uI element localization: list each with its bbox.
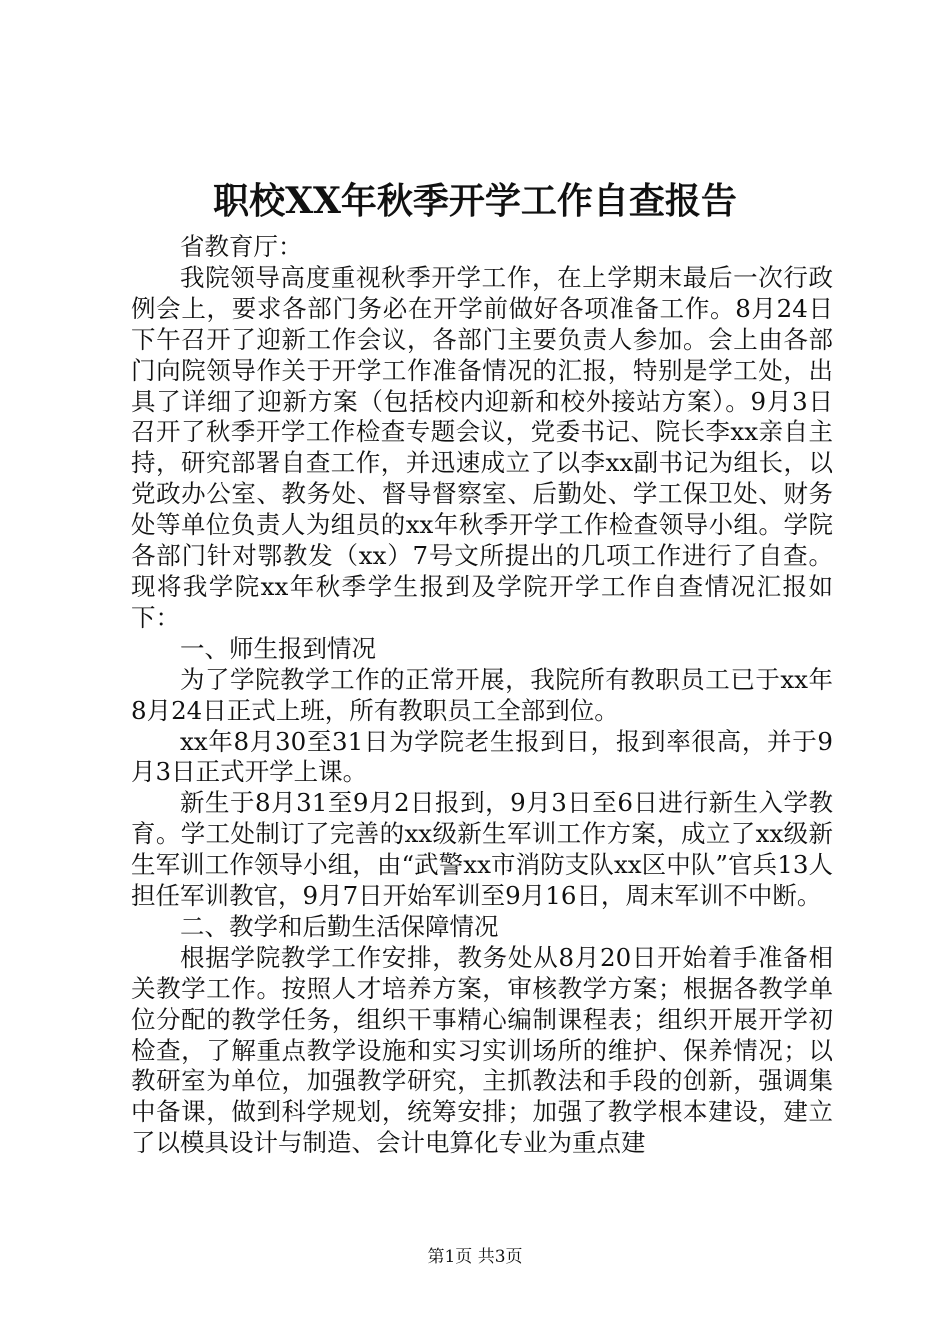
document-title: 职校XX年秋季开学工作自查报告 xyxy=(213,180,737,222)
salutation: 省教育厅： xyxy=(180,232,303,261)
paragraph-returning-students: xx年8月30至31日为学院老生报到日，报到率很高，并于9月3日正式开学上课。 xyxy=(131,726,833,787)
paragraph-staff-report: 为了学院教学工作的正常开展，我院所有教职员工已于xx年8月24日正式上班，所有教职员工全部到位。 xyxy=(131,664,833,725)
page-number-footer: 第1页 共3页 xyxy=(427,1247,523,1267)
paragraph-intro: 我院领导高度重视秋季开学工作，在上学期末最后一次行政例会上，要求各部门务必在开学前做好各项准备工作。8月24日下午召开了迎新工作会议，各部门主要负责人参加。会上由各部门向院领导作关于开学工作准备情况的汇报，特别是学工处，出具了详细了迎新方案（包括校内迎新和校外接站方案）。9月3日召开了秋季开学工作检查专题会议，党委书记、院长李xx亲自主持，研究部署自查工作，并迅速成立了以李xx副书记为组长，以党政办公室、教务处、督导督察室、后勤处、学工保卫处、财务处等单位负责人为组员的xx年秋季开学工作检查领导小组。学院各部门针对鄂教发（xx）7号文所提出的几项工作进行了自查。现将我学院xx年秋季学生报到及学院开学工作自查情况汇报如下： xyxy=(131,262,833,632)
section-heading-2: 二、教学和后勤生活保障情况 xyxy=(180,911,499,941)
paragraph-teaching-prep: 根据学院教学工作安排，教务处从8月20日开始着手准备相关教学工作。按照人才培养方案，审核教学方案；根据各教学单位分配的教学任务，组织干事精心编制课程表；组织开展开学初检查，了解重点教学设施和实习实训场所的维护、保养情况；以教研室为单位，加强教学研究，主抓教法和手段的创新，强调集中备课，做到科学规划，统筹安排；加强了教学根本建设，建立了以模具设计与制造、会计电算化专业为重点建 xyxy=(131,942,833,1158)
document-body xyxy=(131,232,833,1159)
paragraph-new-students: 新生于8月31至9月2日报到，9月3日至6日进行新生入学教育。学工处制订了完善的xx级新生军训工作方案，成立了xx级新生军训工作领导小组，由“武警xx市消防支队xx区中队”官兵13人担任军训教官，9月7日开始军训至9月16日，周末军训不中断。 xyxy=(131,788,833,911)
section-heading-1: 一、师生报到情况 xyxy=(180,633,376,663)
